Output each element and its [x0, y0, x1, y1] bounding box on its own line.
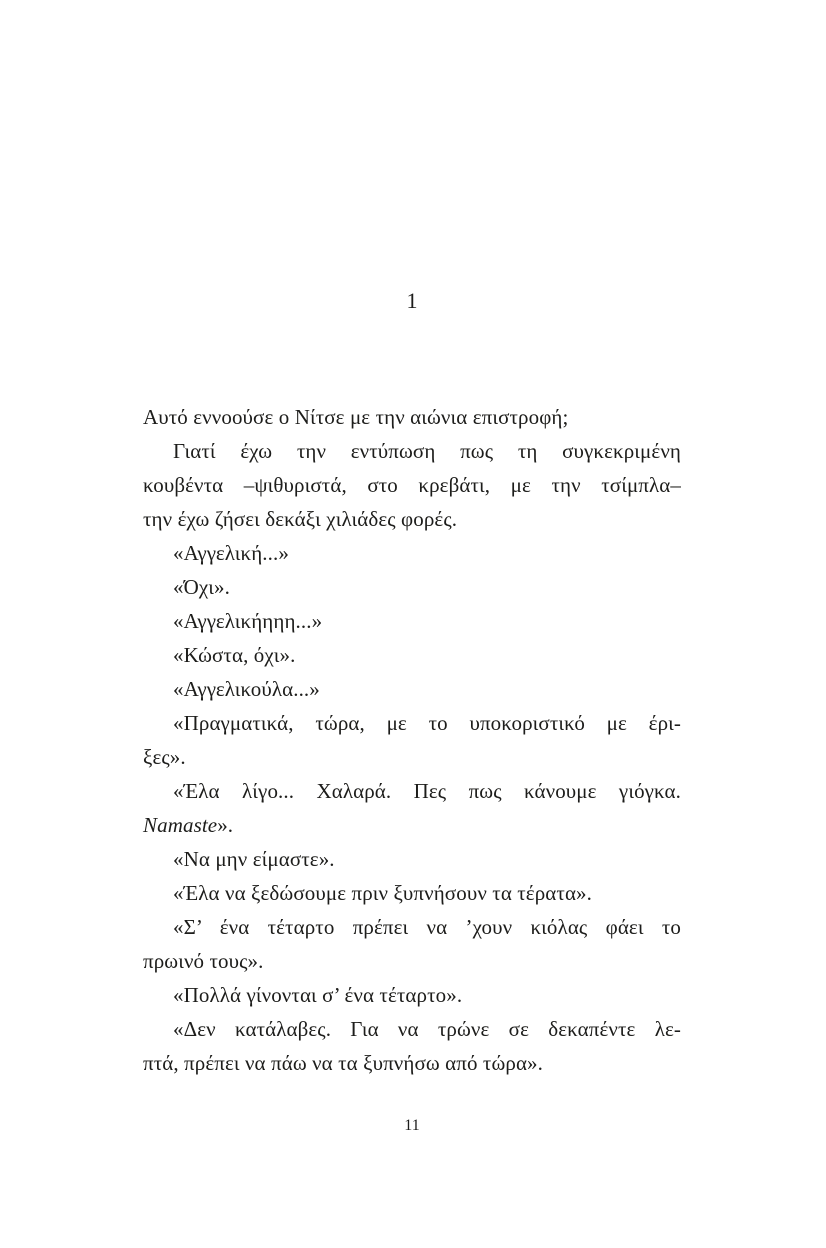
text-line [143, 944, 681, 978]
text-run: «Αγγελικήηηη...» [173, 609, 323, 633]
text-line [143, 604, 681, 638]
text-run: «Αγγελικούλα...» [173, 677, 320, 701]
text-line [143, 536, 681, 570]
text-run: πτά, πρέπει να πάω να τα ξυπνήσω από τώρα». [143, 1051, 544, 1075]
text-line [143, 672, 681, 706]
text-line [143, 502, 681, 536]
text-run: «Να μην είμαστε». [173, 847, 335, 871]
text-line [143, 808, 681, 842]
text-line [143, 434, 681, 468]
body-text [143, 400, 681, 1080]
text-line [143, 1012, 681, 1046]
text-run: «Αγγελική...» [173, 541, 289, 565]
text-line [143, 1046, 681, 1080]
text-run: Γιατί έχω την εντύπωση πως τη συγκεκριμένη [173, 439, 681, 463]
chapter-number: 1 [406, 288, 418, 313]
text-run: «Έλα λίγο... Χαλαρά. Πες πως κάνουμε γιόγκα. [173, 779, 681, 803]
text-run: ». [217, 813, 234, 837]
italic-text-run: Namaste [143, 813, 218, 837]
text-run: «Κώστα, όχι». [173, 643, 296, 667]
text-line [143, 842, 681, 876]
text-line [143, 468, 681, 502]
text-run: «Έλα να ξεδώσουμε πριν ξυπνήσουν τα τέρατα». [173, 881, 592, 905]
text-line [143, 910, 681, 944]
text-run: κουβέντα –ψιθυριστά, στο κρεβάτι, με την τσίμπλα– [143, 473, 681, 497]
text-line [143, 978, 681, 1012]
text-run: «Σ’ ένα τέταρτο πρέπει να ’χουν κιόλας φάει το [173, 915, 681, 939]
text-run: «Δεν κατάλαβες. Για να τρώνε σε δεκαπέντε λε- [173, 1017, 681, 1041]
text-run: «Πραγματικά, τώρα, με το υποκοριστικό με έρι- [173, 711, 681, 735]
text-run: ξες». [143, 745, 186, 769]
text-line [143, 774, 681, 808]
text-line [143, 570, 681, 604]
text-run: Αυτό εννοούσε ο Νίτσε με την αιώνια επιστροφή; [143, 405, 569, 429]
text-line [143, 706, 681, 740]
page-number: 11 [404, 1117, 420, 1134]
text-run: πρωινό τους». [143, 949, 264, 973]
text-run: την έχω ζήσει δεκάξι χιλιάδες φορές. [143, 507, 458, 531]
text-run: «Όχι». [173, 575, 230, 599]
text-run: «Πολλά γίνονται σ’ ένα τέταρτο». [173, 983, 463, 1007]
text-line [143, 638, 681, 672]
text-line [143, 876, 681, 910]
text-line [143, 740, 681, 774]
text-line [143, 400, 681, 434]
